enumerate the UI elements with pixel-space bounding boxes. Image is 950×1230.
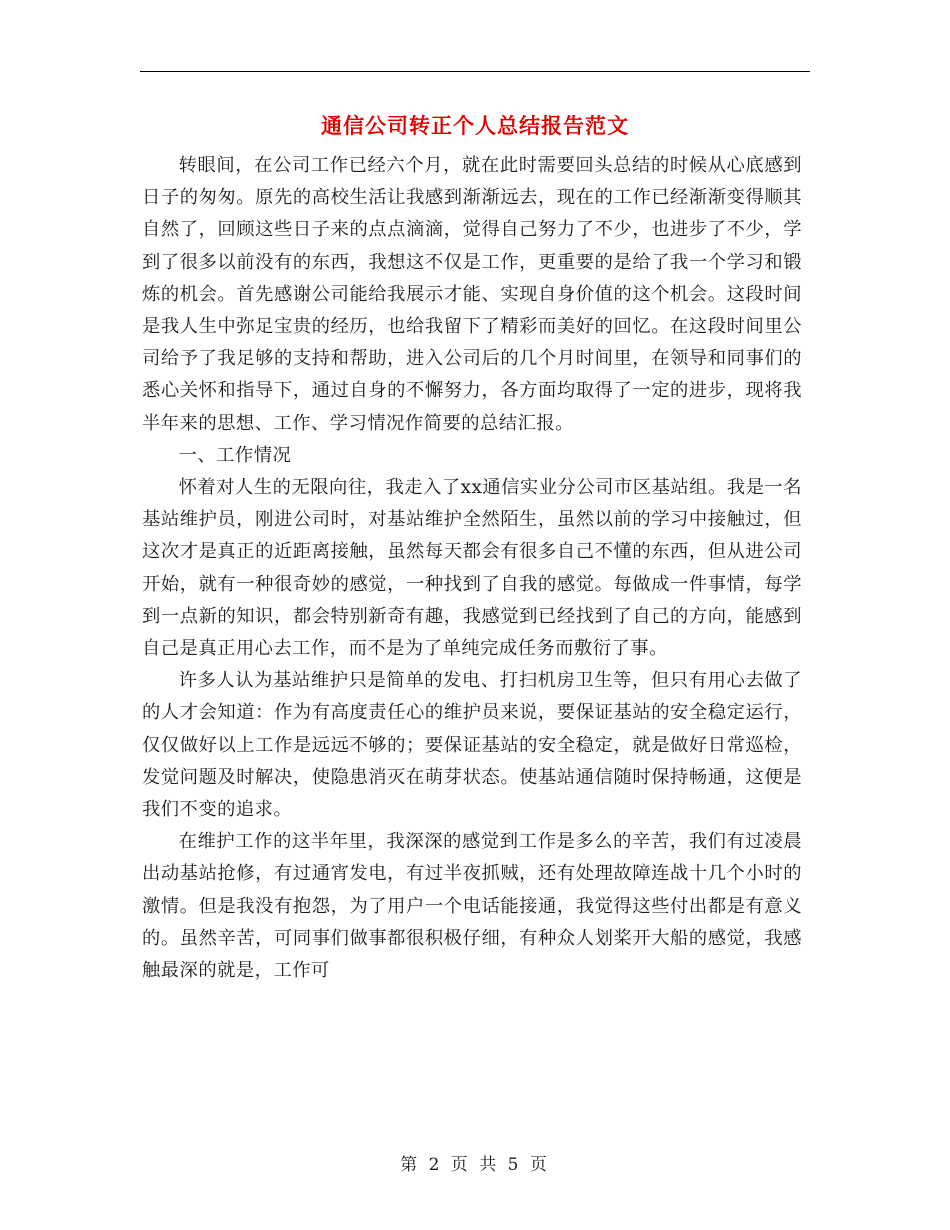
page-label-suffix: 页 <box>529 1155 550 1175</box>
page-label-middle: 页 共 <box>450 1155 500 1175</box>
section-heading-work: 一、工作情况 <box>178 444 292 466</box>
current-page-number: 2 <box>428 1155 443 1175</box>
document-body <box>142 150 802 987</box>
paragraph-work-start: 怀着对人生的无限向往，我走入了xx通信实业分公司市区基站组。我是一名基站维护员，刚进公司时，对基站维护全然陌生，虽然以前的学习中接触过，但这次才是真正的近距离接触，虽然每天都会有很多自己不懂的东西，但从进公司开始，就有一种很奇妙的感觉，一种找到了自我的感觉。每做成一件事情，每学到一点新的知识，都会特别新奇有趣，我感觉到已经找到了自己的方向，能感到自己是真正用心去工作，而不是为了单纯完成任务而敷衍了事。 <box>142 477 802 660</box>
paragraph-intro: 转眼间，在公司工作已经六个月，就在此时需要回头总结的时候从心底感到日子的匆匆。原先的高校生活让我感到渐渐远去，现在的工作已经渐渐变得顺其自然了，回顾这些日子来的点点滴滴，觉得自己努力了不少，也进步了不少，学到了很多以前没有的东西，我想这不仅是工作，更重要的是给了我一个学习和锻炼的机会。首先感谢公司能给我展示才能、实现自身价值的这个机会。这段时间是我人生中弥足宝贵的经历，也给我留下了精彩而美好的回忆。在这段时间里公司给予了我足够的支持和帮助，进入公司后的几个月时间里，在领导和同事们的悉心关怀和指导下，通过自身的不懈努力，各方面均取得了一定的进步，现将我半年来的思想、工作、学习情况作简要的总结汇报。 <box>142 155 802 434</box>
page-label-prefix: 第 <box>400 1155 421 1175</box>
total-pages-number: 5 <box>507 1155 522 1175</box>
header-rule <box>140 71 810 72</box>
document-title: 通信公司转正个人总结报告范文 <box>321 113 629 138</box>
paragraph-maintenance: 许多人认为基站维护只是简单的发电、打扫机房卫生等，但只有用心去做了的人才会知道：作为有高度责任心的维护员来说，要保证基站的安全稳定运行，仅仅做好以上工作是远远不够的；要保证基站的安全稳定，就是做好日常巡检，发觉问题及时解决，使隐患消灭在萌芽状态。使基站通信随时保持畅通，这便是我们不变的追求。 <box>142 670 802 821</box>
paragraph-hardship: 在维护工作的这半年里，我深深的感觉到工作是多么的辛苦，我们有过凌晨出动基站抢修，有过通宵发电，有过半夜抓贼，还有处理故障连战十几个小时的激情。但是我没有抱怨，为了用户一个电话能接通，我觉得这些付出都是有意义的。虽然辛苦，可同事们做事都很积极仔细，有种众人划桨开大船的感觉，我感触最深的就是，工作可 <box>142 831 802 982</box>
page-number-footer <box>0 1150 950 1175</box>
